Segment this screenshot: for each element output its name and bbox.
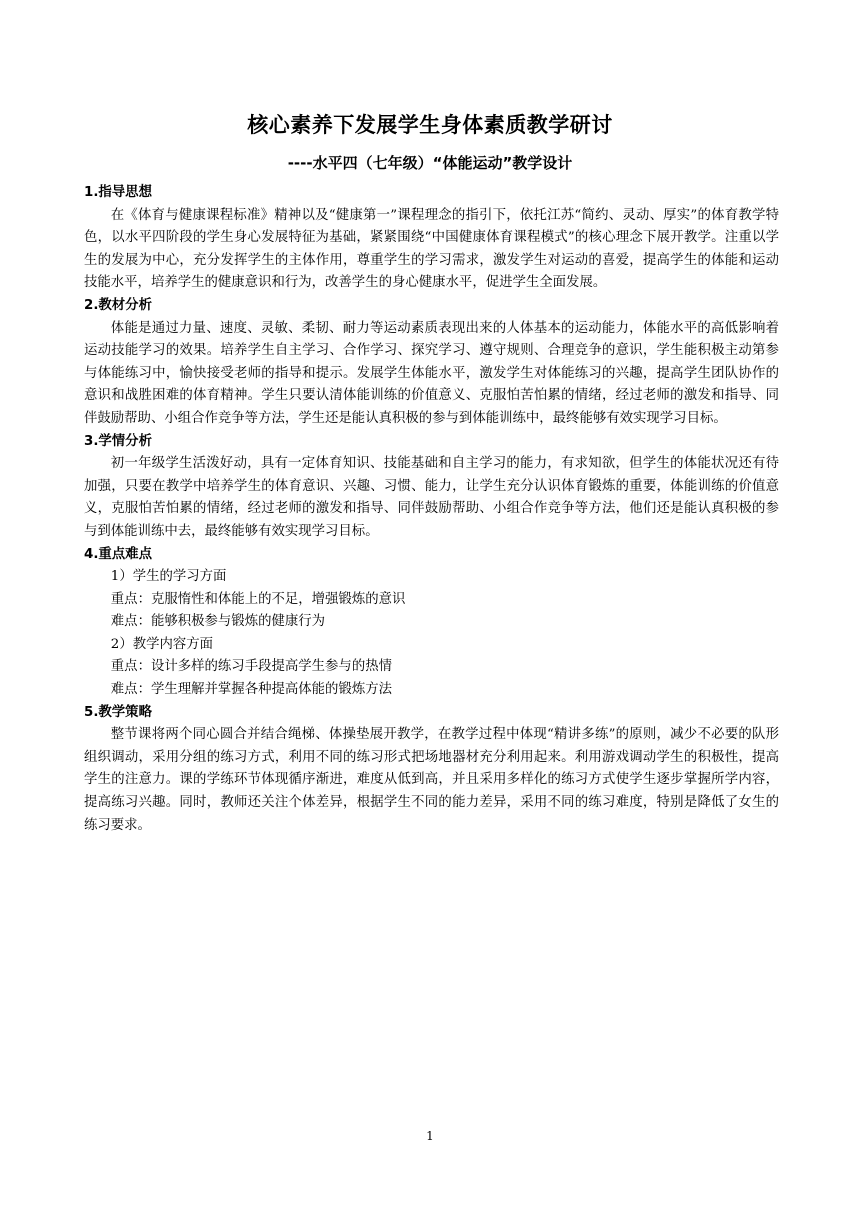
- list-item: 难点：能够积极参与锻炼的健康行为: [110, 614, 326, 630]
- section-guiding-ideology: [84, 182, 779, 295]
- section-paragraph: 初一年级学生活泼好动，具有一定体育知识、技能基础和自主学习的能力，有求知欲，但学生的体能状况还有待加强，只要在教学中培养学生的体育意识、兴趣、习惯、能力，让学生充分认识体育锻炼的重要，体能训练的价值意义，克服怕苦怕累的情绪，经过老师的激发和指导、同伴鼓励帮助、小组合作竞争等方法，他们还是能认真积极的参与到体能训练中去，最终能够有效实现学习目标。: [84, 456, 779, 539]
- list-item: 重点：设计多样的练习手段提高学生参与的热情: [110, 659, 392, 675]
- section-heading: 1.指导思想: [84, 185, 152, 200]
- section-material-analysis: [84, 295, 779, 431]
- document-body: [84, 182, 779, 837]
- section-key-points: [84, 544, 779, 702]
- page-number: 1: [426, 1129, 434, 1143]
- list-item: 2）教学内容方面: [110, 636, 214, 652]
- list-item: 重点：克服惰性和体能上的不足，增强锻炼的意识: [110, 591, 406, 607]
- section-heading: 2.教材分析: [84, 297, 152, 313]
- section-teaching-strategy: [84, 702, 779, 838]
- document-title: 核心素养下发展学生身体素质教学研讨: [247, 113, 613, 137]
- list-item: 难点：学生理解并掌握各种提高体能的锻炼方法: [110, 682, 392, 698]
- section-paragraph: 体能是通过力量、速度、灵敏、柔韧、耐力等运动素质表现出来的人体基本的运动能力，体能水平的高低影响着运动技能学习的效果。培养学生自主学习、合作学习、探究学习、遵守规则、合理竞争的意识，学生能积极主动第参与体能练习中，愉快接受老师的指导和提示。发展学生体能水平，激发学生对体能练习的兴趣，提高学生团队协作的意识和战胜困难的体育精神。学生只要认清体能训练的价值意义、克服怕苦怕累的情绪，经过老师的激发和指导、同伴鼓励帮助、小组合作竞争等方法，学生还是能认真积极的参与到体能训练中，最终能够有效实现学习目标。: [84, 320, 779, 426]
- section-heading: 5.教学策略: [84, 704, 152, 720]
- section-paragraph: 整节课将两个同心圆合并结合绳梯、体操垫展开教学，在教学过程中体现“精讲多练”的原则，减少不必要的队形组织调动，采用分组的练习方式，利用不同的练习形式把场地器材充分利用起来。利用游戏调动学生的积极性，提高学生的注意力。课的学练环节体现循序渐进，难度从低到高，并且采用多样化的练习方式使学生逐步掌握所学内容，提高练习兴趣。同时，教师还关注个体差异，根据学生不同的能力差异，采用不同的练习难度，特别是降低了女生的练习要求。: [84, 727, 779, 833]
- section-heading: 4.重点难点: [84, 546, 152, 562]
- section-paragraph: 在《体育与健康课程标准》精神以及“健康第一”课程理念的指引下，依托江苏“简约、灵动、厚实”的体育教学特色，以水平四阶段的学生身心发展特征为基础，紧紧围绕“中国健康体育课程模式”的核心理念下展开教学。注重以学生的发展为中心，充分发挥学生的主体作用，尊重学生的学习需求，激发学生对运动的喜爱，提高学生的体能和运动技能水平，培养学生的健康意识和行为，改善学生的身心健康水平，促进学生全面发展。: [84, 207, 779, 291]
- document-subtitle: ----水平四（七年级）“体能运动”教学设计: [287, 154, 573, 172]
- section-student-analysis: [84, 431, 779, 544]
- section-heading: 3.学情分析: [84, 433, 152, 449]
- list-item: 1）学生的学习方面: [110, 569, 227, 585]
